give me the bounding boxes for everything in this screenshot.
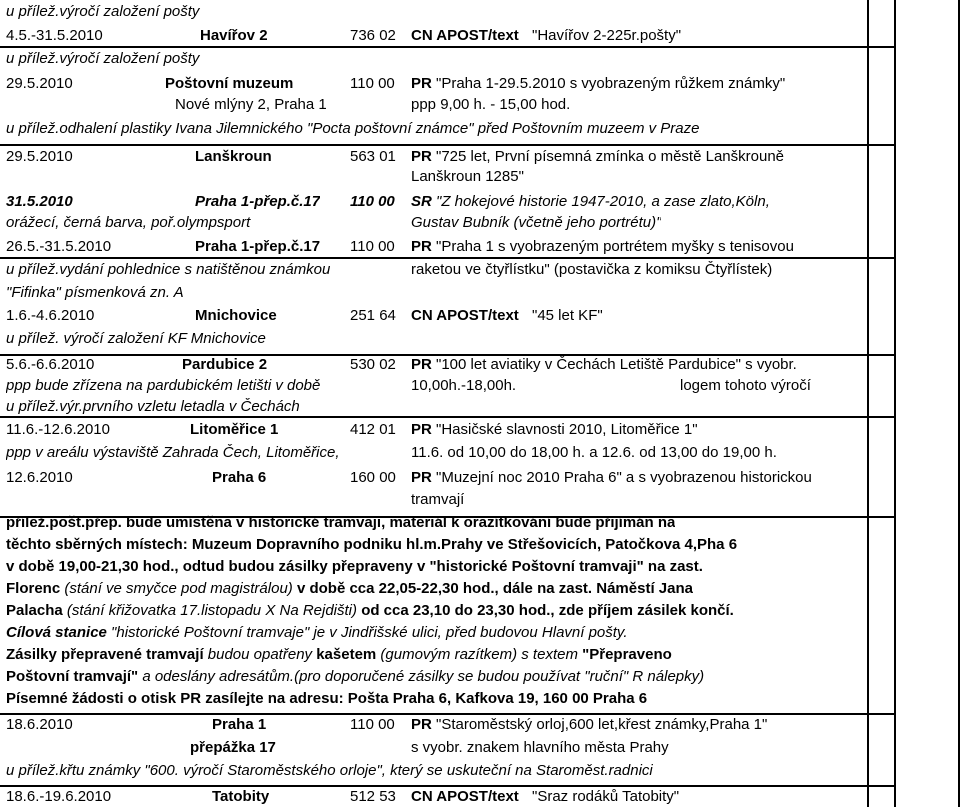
postmark-type: PR — [411, 421, 432, 438]
postal-code: 251 64 — [350, 307, 396, 324]
note-text: u přílež.výročí založení pošty — [6, 50, 200, 67]
postmark-text: 11.6. od 10,00 do 18,00 h. a 12.6. od 13,00 do 19,00 h. — [411, 444, 777, 461]
event-date: 18.6.-19.6.2010 — [6, 788, 112, 805]
note-aside: (gumovým razítkem) s textem — [376, 646, 583, 663]
postmark-text: "Praha 1-29.5.2010 s vyobrazeným růžkem známky" — [436, 75, 786, 92]
note-paragraph: přílež.pošt.přep. bude umístěna v historické tramvaji, materiál k orazítkování bude přijímán na — [6, 514, 676, 531]
note-text: u přílež.vydání pohlednice s natištěnou známkou — [6, 261, 331, 278]
event-date: 29.5.2010 — [6, 148, 73, 165]
postmark-text: Lanškroun 1285" — [411, 168, 524, 185]
note-emphasis: Florenc — [6, 580, 61, 597]
event-date: 31.5.2010 — [6, 193, 73, 210]
note-text: u přílež. výročí založení KF Mnichovice — [6, 330, 266, 347]
postmark-type: PR — [411, 238, 432, 255]
postmark-text: "725 let, První písemná zmínka o městě Lanškrouně — [436, 148, 785, 165]
postmark-text: logem tohoto výročí — [680, 377, 811, 394]
note-emphasis: kašetem — [316, 646, 377, 663]
postmark-text: 10,00h.-18,00h. — [411, 377, 517, 394]
note-text: u přílež.křtu známky "600. výročí Staroměstského orloje", který se uskuteční na Staroměst.radnici — [6, 762, 653, 779]
column-border — [894, 0, 896, 807]
note-paragraph — [6, 668, 704, 688]
postmark-type: CN APOST/text — [411, 788, 519, 805]
post-office: Poštovní muzeum — [165, 75, 294, 92]
note-text: u přílež.odhalení plastiky Ivana Jilemnického "Pocta poštovní známce" před Poštovním muzeem v Praze — [6, 120, 700, 137]
postmark-text: "Muzejní noc 2010 Praha 6" a s vyobrazenou historickou — [436, 469, 812, 486]
note-emphasis: od cca 23,10 do 23,30 hod., zde příjem zásilek končí. — [361, 602, 734, 619]
row-divider — [0, 785, 894, 787]
note-emphasis: Zásilky přepravené tramvají — [6, 646, 204, 663]
column-border — [867, 0, 869, 807]
postmark-type: PR — [411, 356, 432, 373]
postmark-text: "Staroměstský orloj,600 let,křest známky,Praha 1" — [436, 716, 768, 733]
note-paragraph: v době 19,00-21,30 hod., odtud budou zásilky přepraveny v "historické Poštovní tramvaji" na zast. — [6, 558, 703, 575]
post-office: Pardubice 2 — [182, 356, 268, 373]
note-paragraph — [6, 646, 672, 666]
postmark-type: PR — [411, 148, 432, 165]
post-office: Praha 1 — [212, 716, 267, 733]
postmark-text: Gustav Bubník (včetně jeho portrétu)" — [411, 214, 662, 231]
post-office: Praha 6 — [212, 469, 267, 486]
post-office: Praha 1-přep.č.17 — [195, 193, 321, 210]
postal-code: 563 01 — [350, 148, 396, 165]
event-date: 4.5.-31.5.2010 — [6, 27, 103, 44]
postmark-type: PR — [411, 716, 432, 733]
postmark-text: ppp 9,00 h. - 15,00 hod. — [411, 96, 571, 113]
postal-code: 110 00 — [350, 75, 395, 92]
postmark-text: "Sraz rodáků Tatobity" — [532, 788, 680, 805]
postmark-type: CN APOST/text — [411, 307, 519, 324]
note-paragraph — [6, 580, 693, 600]
note-aside: a odeslány adresátům.(pro doporučené zásilky se budou používat "ruční" R nálepky) — [138, 668, 705, 685]
event-date: 29.5.2010 — [6, 75, 73, 92]
note-emphasis: v době cca 22,05-22,30 hod., dále na zast. Náměstí Jana — [296, 580, 693, 597]
note-aside: budou opatřeny — [203, 646, 317, 663]
note-aside: (stání ve smyčce pod magistrálou) — [60, 580, 297, 597]
note-emphasis: Poštovní tramvají" — [6, 668, 139, 685]
postal-code: 110 00 — [350, 238, 395, 255]
postmark-text: "Z hokejové historie 1947-2010, a zase zlato,Köln, — [436, 193, 770, 210]
postal-code: 736 02 — [350, 27, 396, 44]
postmark-text: "Hasičské slavnosti 2010, Litoměřice 1" — [436, 421, 698, 438]
note-text: orážecí, černá barva, poř.olympsport — [6, 214, 251, 231]
note-paragraph — [6, 624, 628, 644]
event-date: 12.6.2010 — [6, 469, 73, 486]
note-paragraph: těchto sběrných místech: Muzeum Dopravního podniku hl.m.Prahy ve Střešovicích, Patočkova 4,Pha 6 — [6, 536, 738, 553]
postal-code: 160 00 — [350, 469, 396, 486]
postmark-text: tramvají — [411, 491, 465, 508]
post-office: Tatobity — [212, 788, 270, 805]
postal-code: 110 00 — [350, 716, 395, 733]
event-date: 11.6.-12.6.2010 — [6, 421, 110, 438]
note-text: ppp v areálu výstaviště Zahrada Čech, Litoměřice, — [6, 444, 340, 461]
note-text: ppp bude zřízena na pardubickém letišti v době — [6, 377, 321, 394]
note-emphasis: Palacha — [6, 602, 63, 619]
note-aside: "historické Poštovní tramvaje" je v Jindřišské ulici, před budovou Hlavní pošty. — [106, 624, 628, 641]
postmark-type: PR — [411, 469, 432, 486]
post-office: Havířov 2 — [200, 27, 268, 44]
postmark-type: SR — [411, 193, 432, 210]
post-office-address: Nové mlýny 2, Praha 1 — [175, 96, 327, 113]
postmark-type: PR — [411, 75, 432, 92]
event-date: 1.6.-4.6.2010 — [6, 307, 95, 324]
post-office-counter: přepážka 17 — [190, 739, 276, 756]
postal-code: 512 53 — [350, 788, 396, 805]
post-office: Litoměřice 1 — [190, 421, 279, 438]
postmark-text: "Havířov 2-225r.pošty" — [532, 27, 682, 44]
note-emphasis: Cílová stanice — [6, 624, 107, 641]
event-date: 26.5.-31.5.2010 — [6, 238, 112, 255]
note-emphasis: "Přepraveno — [582, 646, 672, 663]
postal-code: 530 02 — [350, 356, 396, 373]
postmark-text: "45 let KF" — [532, 307, 603, 324]
postal-code: 412 01 — [350, 421, 396, 438]
postmark-text: "Praha 1 s vyobrazeným portrétem myšky s tenisovou — [436, 238, 794, 255]
event-date: 5.6.-6.6.2010 — [6, 356, 95, 373]
event-date: 18.6.2010 — [6, 716, 73, 733]
postmark-type: CN APOST/text — [411, 27, 519, 44]
postmark-text: s vyobr. znakem hlavního města Prahy — [411, 739, 669, 756]
note-text: u přílež.výr.prvního vzletu letadla v Čechách — [6, 398, 300, 415]
row-divider — [0, 144, 894, 146]
postmark-text: "100 let aviatiky v Čechách Letiště Pardubice" s vyobr. — [436, 356, 797, 373]
note-paragraph — [6, 602, 734, 622]
post-office: Lanškroun — [195, 148, 272, 165]
post-office: Praha 1-přep.č.17 — [195, 238, 321, 255]
post-office: Mnichovice — [195, 307, 277, 324]
note-paragraph: Písemné žádosti o otisk PR zasílejte na adresu: Pošta Praha 6, Kafkova 19, 160 00 Praha 6 — [6, 690, 648, 707]
note-text: u přílež.výročí založení pošty — [6, 3, 200, 20]
postmark-text: raketou ve čtyřlístku" (postavička z komiksu Čtyřlístek) — [411, 261, 773, 278]
note-aside: (stání křižovatka 17.listopadu X Na Rejdišti) — [62, 602, 362, 619]
row-divider — [0, 713, 894, 715]
postal-code: 110 00 — [350, 193, 395, 210]
note-text: "Fifinka" písmenková zn. A — [6, 284, 184, 301]
